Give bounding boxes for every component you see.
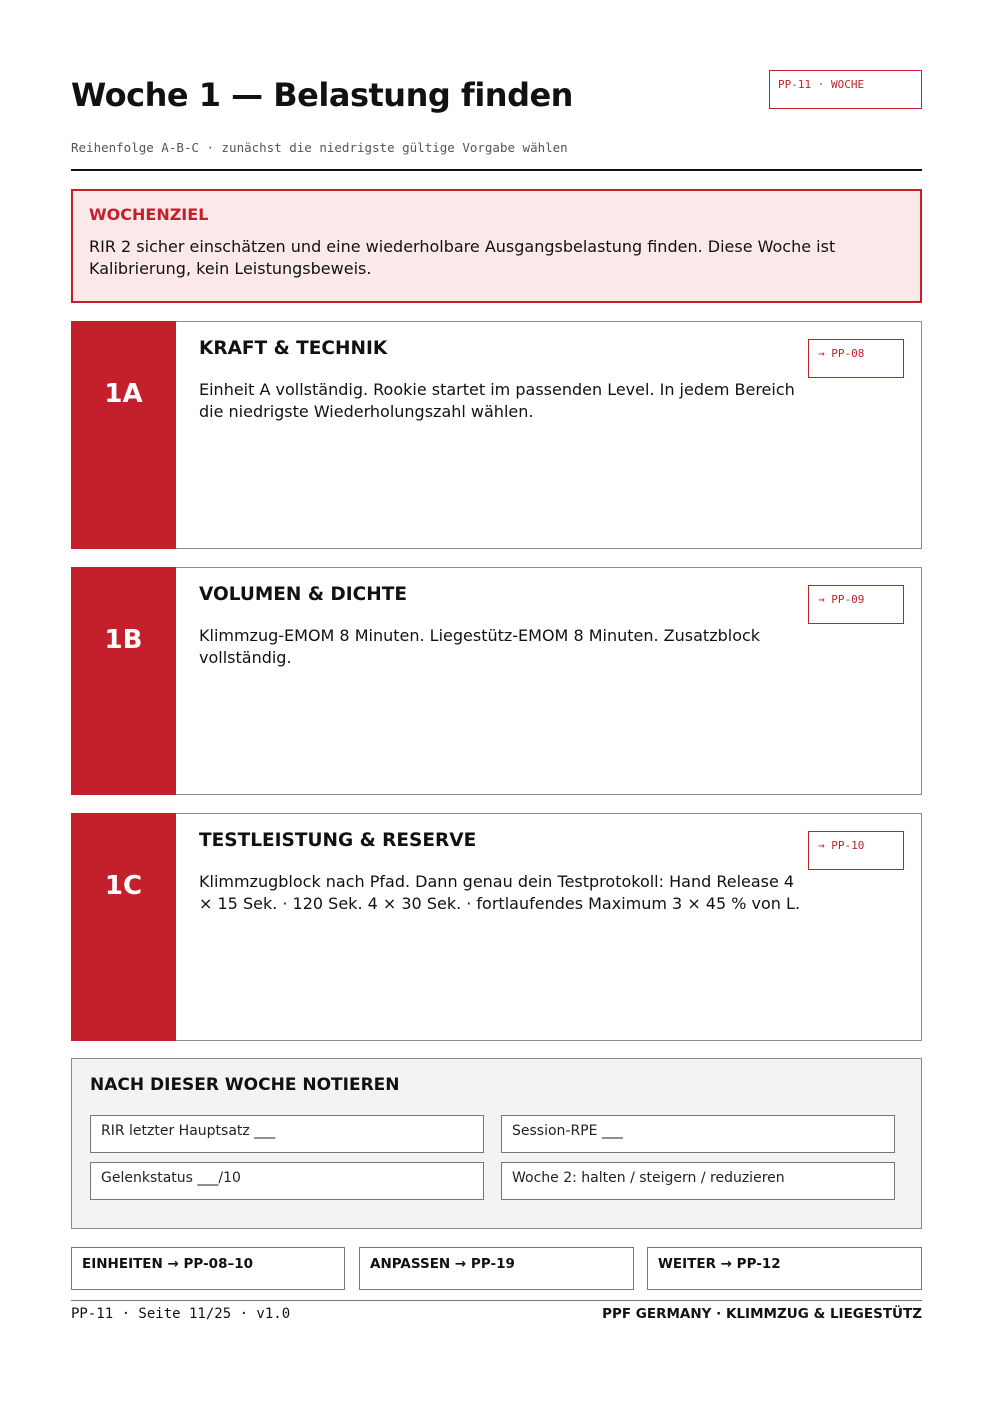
note-field-session-rpe[interactable]: Session-RPE ___ — [501, 1115, 895, 1153]
unit-label: 1C — [71, 813, 176, 1041]
unit-description: Klimmzugblock nach Pfad. Dann genau dein Testprotokoll: Hand Release 4 × 15 Sek. · 120 Sek. 4 × 30 Sek. · fortlaufendes Maximum 3 × 45 % von L. — [199, 872, 801, 913]
page-title: Woche 1 — Belastung finden — [71, 76, 573, 114]
notes-heading: NACH DIESER WOCHE NOTIEREN — [90, 1075, 400, 1095]
note-field-joint-status[interactable]: Gelenkstatus ___/10 — [90, 1162, 484, 1200]
unit-heading: TESTLEISTUNG & RESERVE — [199, 830, 477, 851]
nav-button-weiter[interactable]: WEITER → PP-12 — [647, 1247, 922, 1290]
unit-card-1c — [71, 813, 922, 1041]
page-tag: PP-11 · WOCHE — [769, 70, 922, 109]
unit-page-link[interactable]: → PP-10 — [808, 831, 904, 870]
unit-heading: VOLUMEN & DICHTE — [199, 584, 407, 605]
unit-label: 1B — [71, 567, 176, 795]
unit-card-1b — [71, 567, 922, 795]
unit-card-1a — [71, 321, 922, 549]
nav-button-anpassen[interactable]: ANPASSEN → PP-19 — [359, 1247, 634, 1290]
notes-section — [71, 1058, 922, 1229]
unit-page-link[interactable]: → PP-09 — [808, 585, 904, 624]
page-subtitle: Reihenfolge A-B-C · zunächst die niedrigste gültige Vorgabe wählen — [71, 140, 568, 155]
unit-description: Klimmzug-EMOM 8 Minuten. Liegestütz-EMOM 8 Minuten. Zusatzblock vollständig. — [199, 626, 761, 667]
week-goal-heading: WOCHENZIEL — [89, 205, 209, 224]
unit-page-link[interactable]: → PP-08 — [808, 339, 904, 378]
unit-description: Einheit A vollständig. Rookie startet im passenden Level. In jedem Bereich die niedrigste Wiederholungszahl wählen. — [199, 380, 795, 421]
footer-brand: PPF GERMANY · KLIMMZUG & LIEGESTÜTZ — [602, 1306, 922, 1322]
week-goal-text: RIR 2 sicher einschätzen und eine wiederholbare Ausgangsbelastung finden. Diese Woche ist Kalibrierung, kein Leistungsbeweis. — [89, 237, 836, 278]
note-field-rir[interactable]: RIR letzter Hauptsatz ___ — [90, 1115, 484, 1153]
unit-label: 1A — [71, 321, 176, 549]
nav-button-einheiten[interactable]: EINHEITEN → PP-08–10 — [71, 1247, 345, 1290]
note-field-week2-decision[interactable]: Woche 2: halten / steigern / reduzieren — [501, 1162, 895, 1200]
week-goal-box — [71, 189, 922, 303]
header-divider — [71, 169, 922, 171]
footer-page-info: PP-11 · Seite 11/25 · v1.0 — [71, 1306, 291, 1322]
unit-heading: KRAFT & TECHNIK — [199, 338, 388, 359]
footer-divider — [71, 1300, 922, 1301]
